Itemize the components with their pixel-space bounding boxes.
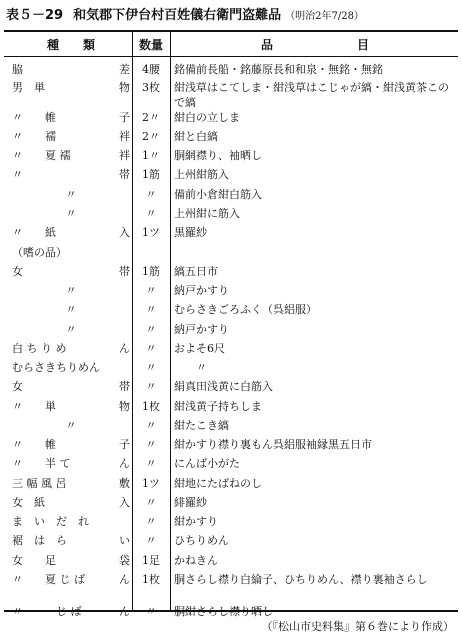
cell-type-left: ま い だ れ: [12, 515, 89, 528]
cell-qty: 〃: [145, 605, 157, 618]
cell-type-left: 〃 襦: [12, 130, 56, 143]
cell-type-left: 〃 夏 じ ば: [12, 573, 85, 586]
cell-item: 縞五日市: [174, 265, 218, 278]
cell-item: 胴さらし襟り白綸子、ひちりめん、襟り裏袖さらし: [174, 573, 428, 586]
cell-type-right: 物: [119, 81, 130, 94]
cell-item: およそ6尺: [174, 342, 225, 355]
cell-type-left: 〃 帷: [12, 111, 56, 124]
cell-qty: 4腰: [142, 63, 160, 76]
table-title-text: 和気郡下伊台村百姓儀右衛門盗難品: [73, 8, 282, 23]
source-note: （『松山市史料集』第６巻により作成）: [261, 620, 454, 633]
cell-type-right: ん: [119, 605, 130, 618]
table-number: 表５－29: [6, 8, 64, 23]
cell-qty: 〃: [145, 496, 157, 509]
column-divider: [170, 32, 171, 610]
cell-item: 紺かすり襟り裏もん呉絽服袖縁黒五日市: [174, 438, 372, 451]
cell-item: 紺浅草はこてしま・紺浅草はこじゃが縞・紺浅黄茶こので縞: [174, 81, 449, 109]
cell-type-left: 〃 紙: [12, 226, 56, 239]
cell-type-right: 帯: [119, 380, 130, 393]
cell-item: にんば小がた: [174, 457, 240, 470]
cell-qty: 1枚: [142, 400, 160, 413]
cell-type-left: 女 足: [12, 554, 56, 567]
header-item: 品 目: [260, 38, 369, 52]
table-title: [6, 4, 458, 24]
cell-item: 胴網襟り、袖晒し: [174, 149, 262, 162]
cell-qty: 〃: [145, 284, 157, 297]
cell-type: 〃: [65, 323, 77, 336]
cell-item: 黒羅紗: [174, 226, 207, 239]
cell-type-left: 白 ち り め: [12, 342, 67, 355]
cell-item: 備前小倉紺白筋入: [174, 188, 262, 201]
cell-type-left: 女: [12, 265, 23, 278]
cell-item: 絹真田浅黄に白筋入: [174, 380, 273, 393]
cell-qty: 1足: [142, 554, 160, 567]
cell-qty: 〃: [145, 323, 157, 336]
cell-type-left: 女: [12, 380, 23, 393]
cell-item: 納戸かすり: [174, 284, 229, 297]
cell-qty: 1筋: [142, 168, 160, 181]
cell-type-right: ん: [119, 457, 130, 470]
cell-qty: 〃: [145, 303, 157, 316]
cell-type-right: ん: [119, 573, 130, 586]
cell-qty: 〃: [145, 457, 157, 470]
cell-type-left: 裾 は ら: [12, 534, 67, 547]
cell-type-left: 男 単: [12, 81, 45, 94]
header-type: 種 類: [46, 38, 95, 52]
cell-qty: 〃: [145, 380, 157, 393]
cell-qty: 〃: [145, 438, 157, 451]
cell-qty: 〃: [145, 419, 157, 432]
column-divider: [132, 32, 133, 610]
cell-item: ひちりめん: [174, 534, 229, 547]
cell-qty: 1ツ: [142, 226, 160, 239]
cell-item: 上州紺筋入: [174, 168, 229, 181]
cell-qty: 〃: [145, 188, 157, 201]
cell-type-left: （嗜の品）: [12, 246, 67, 259]
cell-type-right: 敷: [119, 477, 130, 490]
cell-type-right: 帯: [119, 265, 130, 278]
cell-type: 〃: [65, 188, 77, 201]
cell-type-right: い: [119, 534, 130, 547]
cell-item: 紺かすり: [174, 515, 218, 528]
cell-qty: 3枚: [142, 81, 160, 94]
cell-type-right: 差: [119, 63, 130, 76]
cell-item: 紺白の立しま: [174, 111, 240, 124]
cell-qty: 1ツ: [142, 477, 160, 490]
cell-type-right: ん: [119, 342, 130, 355]
cell-qty: 〃: [145, 515, 157, 528]
cell-item: 納戸かすり: [174, 323, 229, 336]
cell-item: かねきん: [174, 554, 218, 567]
cell-item: むらさきごろふく（呉絽服）: [174, 303, 317, 316]
stolen-goods-table: [4, 30, 458, 618]
cell-type-right: 物: [119, 400, 130, 413]
cell-item: 紺と白縞: [174, 130, 218, 143]
cell-qty: 〃: [145, 534, 157, 547]
cell-type-left: 〃 夏 襦: [12, 149, 71, 162]
cell-qty: 1枚: [142, 573, 160, 586]
cell-type-left: むらさきちりめん: [12, 361, 100, 374]
header-qty: 数量: [138, 38, 163, 52]
cell-type-right: 子: [119, 111, 130, 124]
cell-item: 胴紺さらし襟り晒し: [174, 605, 273, 618]
cell-type-right: 入: [119, 226, 130, 239]
cell-type-right: 入: [119, 496, 130, 509]
cell-item: 紺浅黄子持ちしま: [174, 400, 262, 413]
cell-qty: 1〃: [142, 149, 160, 162]
cell-type-right: 袢: [119, 130, 130, 143]
cell-type-right: 袋: [119, 554, 130, 567]
table-title-note: （明治2年7/28）: [285, 11, 364, 22]
cell-type-left: 〃 帷: [12, 438, 56, 451]
cell-type-left: 女 紙: [12, 496, 45, 509]
cell-type: 〃: [65, 303, 77, 316]
cell-type-left: 三 幅 風 呂: [12, 477, 67, 490]
cell-item: 上州紺に筋入: [174, 207, 240, 220]
cell-type-left: 〃 単: [12, 400, 56, 413]
cell-type: 〃: [65, 419, 77, 432]
cell-type-left: 〃 じ ば: [12, 605, 82, 618]
cell-type-right: 袢: [119, 149, 130, 162]
cell-item: 紺地にたばねのし: [174, 477, 262, 490]
cell-item: 緋羅紗: [174, 496, 207, 509]
cell-qty: 1筋: [142, 265, 160, 278]
cell-type-right: 帯: [119, 168, 130, 181]
cell-qty: 〃: [145, 342, 157, 355]
cell-type-left: 脇: [12, 63, 23, 76]
cell-type: 〃: [65, 284, 77, 297]
cell-item: 〃: [174, 361, 207, 374]
cell-type-left: 〃 半 て: [12, 457, 71, 470]
cell-qty: 〃: [145, 207, 157, 220]
cell-type-left: 〃: [12, 168, 23, 181]
cell-item: 紺たこき縞: [174, 419, 229, 432]
cell-qty: 2〃: [142, 111, 160, 124]
cell-type-right: 子: [119, 438, 130, 451]
cell-qty: 2〃: [142, 130, 160, 143]
cell-qty: 〃: [145, 361, 157, 374]
cell-type: 〃: [65, 207, 77, 220]
cell-item: 銘備前長船・銘藤原長和和泉・無銘・無銘: [174, 63, 383, 76]
table-header-row: [4, 32, 458, 57]
